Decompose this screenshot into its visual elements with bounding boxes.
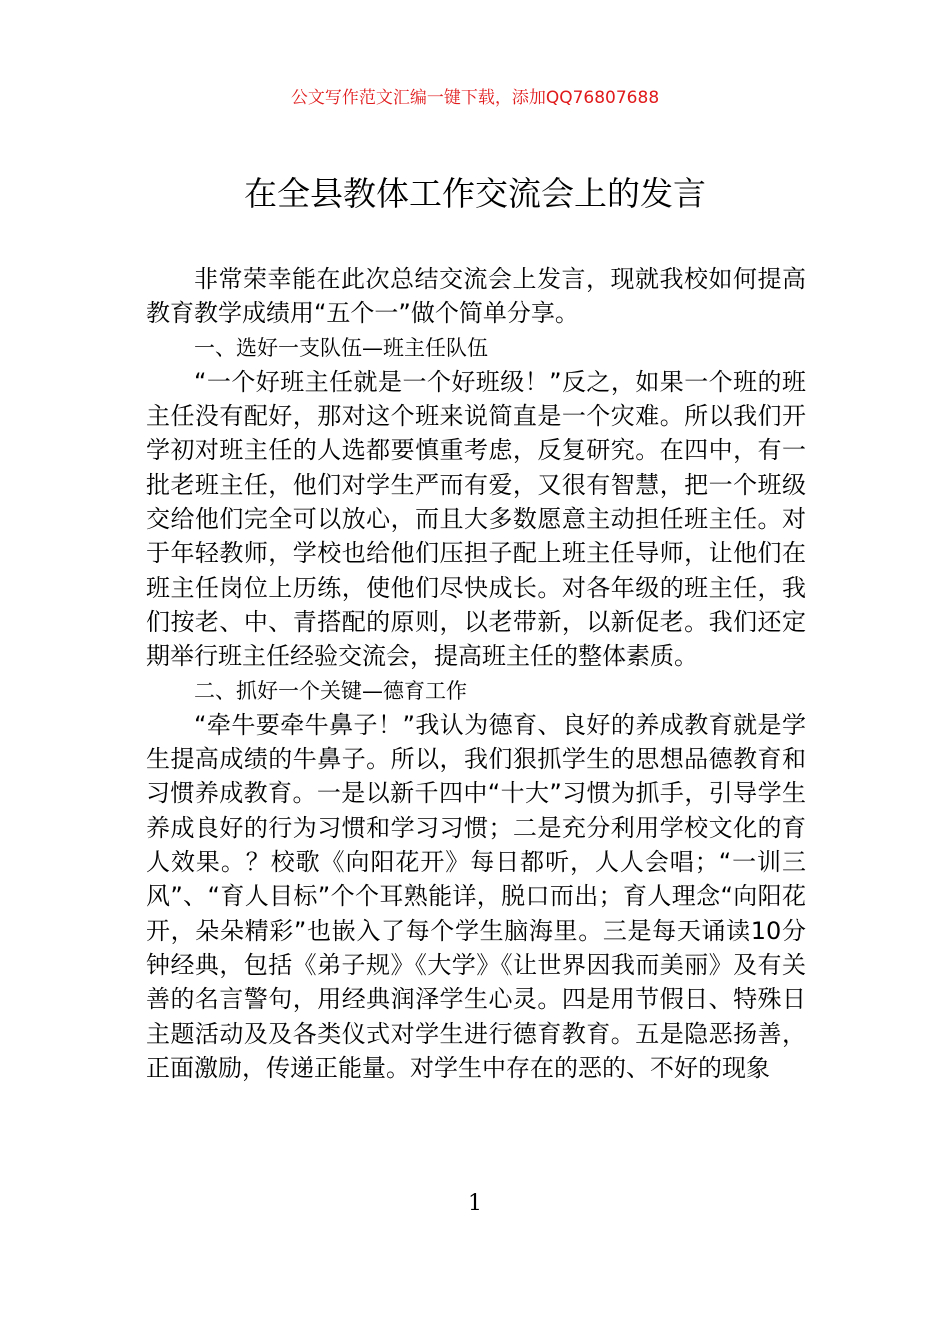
section-1-paragraph: “一个好班主任就是一个好班级！”反之，如果一个班的班主任没有配好，那对这个班来说简直是一个灾难。所以我们开学初对班主任的人选都要慎重考虑，反复研究。在四中，有一批老班主任，他们对学生严而有爱，又很有智慧，把一个班级交给他们完全可以放心，而且大多数愿意主动担任班主任。对于年轻教师，学校也给他们压担子配上班主任导师，让他们在班主任岗位上历练，使他们尽快成长。对各年级的班主任，我们按老、中、青搭配的原则，以老带新，以新促老。我们还定期举行班主任经验交流会，提高班主任的整体素质。 [146, 367, 806, 671]
page-number: 1 [468, 1191, 482, 1216]
header-banner: 公文写作范文汇编一键下载，添加QQ76807688 [290, 88, 660, 108]
section-2-heading: 二、抓好一个关键—德育工作 [194, 678, 467, 703]
document-body [146, 262, 806, 1085]
section-2-paragraph: “牵牛要牵牛鼻子！”我认为德育、良好的养成教育就是学生提高成绩的牛鼻子。所以，我们狠抓学生的思想品德教育和习惯养成教育。一是以新千四中“十大”习惯为抓手，引导学生养成良好的行为习惯和学习习惯；二是充分利用学校文化的育人效果。？校歌《向阳花开》每日都听，人人会唱；“一训三风”、“育人目标”个个耳熟能详，脱口而出；育人理念“向阳花开，朵朵精彩”也嵌入了每个学生脑海里。三是每天诵读10分钟经典，包括《弟子规》《大学》《让世界因我而美丽》及有关善的名言警句，用经典润泽学生心灵。四是用节假日、特殊日主题活动及及各类仪式对学生进行德育教育。五是隐恶扬善，正面激励，传递正能量。对学生中存在的恶的、不好的现象 [146, 710, 806, 1082]
section-1-heading: 一、选好一支队伍—班主任队伍 [194, 335, 488, 360]
document-title: 在全县教体工作交流会上的发言 [244, 174, 706, 213]
intro-paragraph: 非常荣幸能在此次总结交流会上发言，现就我校如何提高教育教学成绩用“五个一”做个简单分享。 [146, 265, 806, 328]
